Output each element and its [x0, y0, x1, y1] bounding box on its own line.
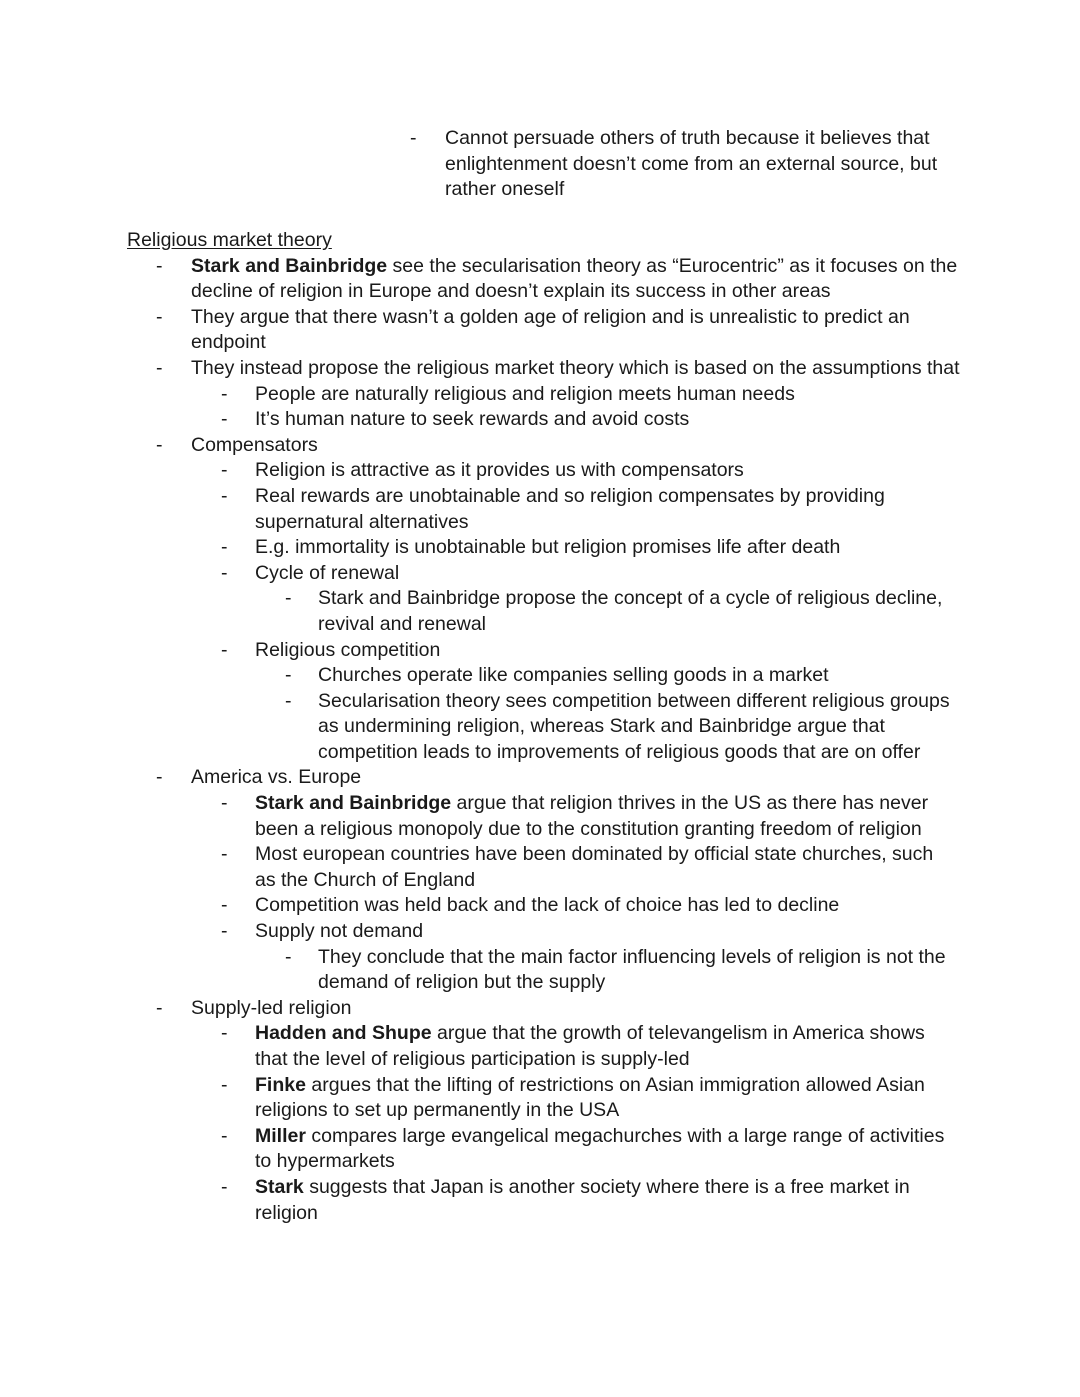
list-item [0, 484, 955, 535]
item-text: Stark and Bainbridge propose the concept of a cycle of religious decline, revival and renewal [318, 587, 943, 635]
author-name: Stark and Bainbridge [191, 254, 388, 277]
bullet-dash: - [156, 305, 163, 328]
bullet-dash: - [221, 894, 228, 917]
bullet-dash: - [156, 433, 163, 456]
list-item [0, 919, 955, 945]
item-text: argue that religion thrives in the US as there has never been a religious monopoly due to the constitution granting freedom of religion [255, 792, 929, 840]
item-text: see the secularisation theory as “Eurocentric” as it focuses on the decline of religion in Europe and doesn’t explain its success in other areas [191, 254, 958, 303]
list-item [0, 945, 958, 996]
item-text: compares large evangelical megachurches with a large range of activities to hypermarkets [255, 1124, 945, 1173]
list-item [0, 126, 945, 203]
bullet-dash: - [285, 689, 292, 712]
item-text: suggests that Japan is another society where there is a free market in religion [255, 1175, 910, 1224]
bullet-dash: - [221, 561, 228, 584]
list-item [0, 535, 955, 561]
bullet-dash: - [156, 356, 163, 379]
item-text: Real rewards are unobtainable and so religion compensates by providing supernatural alternatives [255, 484, 885, 533]
author-name: Finke [255, 1073, 306, 1096]
bullet-dash: - [221, 1175, 228, 1198]
item-text: argues that the lifting of restrictions on Asian immigration allowed Asian religions to set up permanently in the USA [255, 1073, 925, 1122]
bullet-dash: - [221, 484, 228, 507]
bullet-dash: - [221, 1124, 228, 1147]
bullet-dash: - [221, 459, 228, 482]
author-name: Stark and Bainbridge [255, 792, 452, 815]
item-text: Churches operate like companies selling goods in a market [318, 664, 829, 687]
subheading-supply-led-religion: Supply-led religion [191, 996, 352, 1019]
bullet-dash: - [410, 127, 417, 149]
bullet-dash: - [156, 996, 163, 1019]
item-text: argue that the growth of televangelism in America shows that the level of religious participation is supply-led [255, 1022, 925, 1070]
list-item [0, 586, 958, 637]
list-item [0, 433, 971, 459]
bullet-dash: - [285, 945, 292, 968]
list-item [0, 382, 955, 408]
bullet-dash: - [221, 1073, 228, 1096]
list-item [0, 458, 955, 484]
bullet-dash: - [156, 766, 163, 789]
item-text: They instead propose the religious market theory which is based on the assumptions that [191, 356, 960, 379]
bullet-dash: - [285, 587, 292, 610]
author-name: Miller [255, 1124, 306, 1147]
list-item [0, 305, 971, 356]
continued-notes [0, 126, 1080, 203]
item-text: They argue that there wasn’t a golden age of religion and is unrealistic to predict an endpoint [191, 305, 910, 354]
author-name: Stark [255, 1175, 304, 1198]
subheading-compensators: Compensators [191, 433, 318, 456]
item-text: Competition was held back and the lack of choice has led to decline [255, 894, 840, 917]
item-text: They conclude that the main factor influencing levels of religion is not the demand of religion but the supply [318, 945, 946, 994]
list-item [0, 765, 971, 791]
bullet-dash: - [221, 920, 228, 943]
list-item [0, 1073, 955, 1124]
bullet-dash: - [221, 382, 228, 405]
list-item [0, 356, 971, 382]
list-item [0, 1124, 955, 1175]
list-item [0, 1021, 955, 1072]
author-name: Hadden and Shupe [255, 1022, 432, 1045]
section-heading: Religious market theory [127, 229, 332, 251]
list-item [0, 638, 955, 664]
item-text: It’s human nature to seek rewards and avoid costs [255, 408, 690, 431]
list-item [0, 842, 955, 893]
bullet-dash: - [221, 638, 228, 661]
list-item [0, 663, 958, 689]
item-text: E.g. immortality is unobtainable but religion promises life after death [255, 536, 841, 559]
list-item [0, 561, 955, 587]
subheading-cycle-of-renewal: Cycle of renewal [255, 561, 400, 584]
subheading-supply-not-demand: Supply not demand [255, 920, 424, 943]
list-item [0, 996, 971, 1022]
item-text: Religion is attractive as it provides us with compensators [255, 459, 744, 482]
bullet-dash: - [221, 843, 228, 866]
list-item [0, 407, 955, 433]
list-item [0, 791, 955, 842]
list-item [0, 254, 971, 305]
item-text: Secularisation theory sees competition between different religious groups as undermining religion, whereas Stark and Bainbridge argue that competition leads to improvements of religious goods that are on offer [318, 689, 950, 763]
list-item [0, 1175, 955, 1226]
item-text: Cannot persuade others of truth because it believes that enlightenment doesn’t come from an external source, but rather oneself [445, 127, 938, 201]
bullet-dash: - [221, 536, 228, 559]
item-text: Most european countries have been dominated by official state churches, such as the Church of England [255, 843, 934, 891]
section-religious-market-theory [0, 228, 1080, 1226]
item-text: People are naturally religious and religion meets human needs [255, 382, 795, 405]
subheading-religious-competition: Religious competition [255, 638, 441, 661]
bullet-dash: - [285, 664, 292, 687]
list-item [0, 893, 955, 919]
list-item [0, 689, 958, 766]
bullet-dash: - [221, 792, 228, 815]
bullet-dash: - [221, 408, 228, 431]
bullet-dash: - [221, 1022, 228, 1045]
bullet-dash: - [156, 254, 163, 277]
subheading-america-vs-europe: America vs. Europe [191, 766, 362, 789]
